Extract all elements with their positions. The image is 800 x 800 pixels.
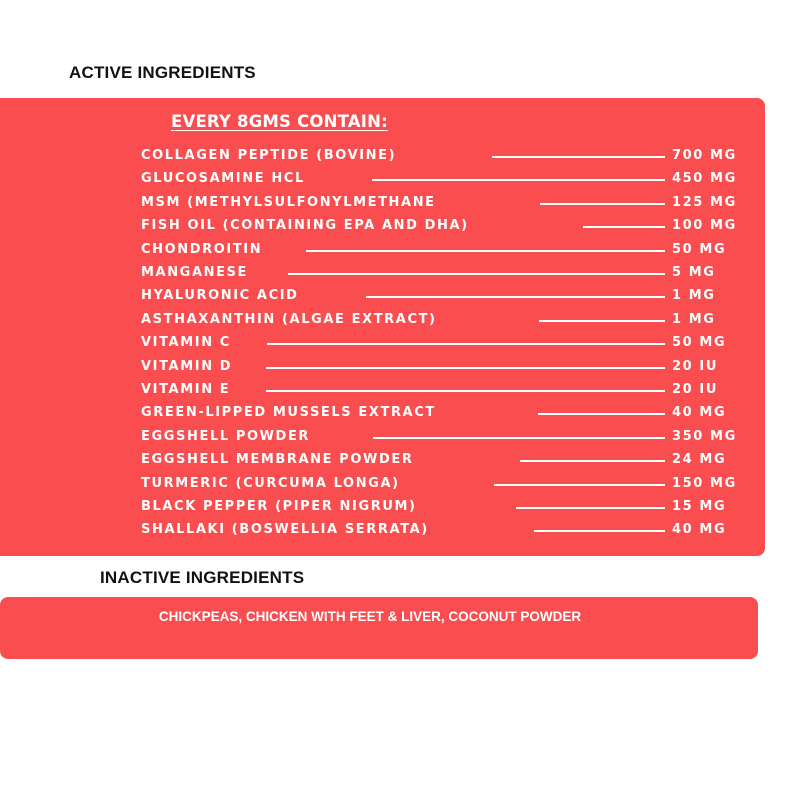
ingredient-amount: 20 IU [672, 358, 719, 374]
leader-line [520, 460, 665, 462]
ingredient-amount: 350 MG [672, 428, 737, 444]
ingredient-row [0, 520, 765, 540]
ingredient-amount: 125 MG [672, 194, 737, 210]
ingredient-amount: 450 MG [672, 171, 737, 187]
ingredient-name: CHONDROITIN [141, 241, 263, 257]
ingredient-name: HYALURONIC ACID [141, 288, 299, 304]
ingredient-name: ASTHAXANTHIN (ALGAE EXTRACT) [141, 311, 437, 327]
ingredient-row [0, 450, 765, 470]
ingredient-name: VITAMIN C [141, 335, 231, 351]
leader-line [372, 179, 665, 181]
ingredient-amount: 20 IU [672, 382, 719, 397]
ingredient-name: COLLAGEN PEPTIDE (BOVINE) [141, 148, 397, 163]
leader-line [539, 320, 665, 322]
leader-line [538, 413, 665, 415]
ingredient-name: EGGSHELL POWDER [141, 428, 311, 444]
ingredient-name: FISH OIL (CONTAINING EPA AND DHA) [141, 218, 469, 234]
ingredient-row [0, 310, 765, 330]
ingredient-row [0, 146, 765, 166]
active-ingredients-heading: ACTIVE INGREDIENTS [69, 63, 256, 82]
ingredient-row [0, 240, 765, 260]
leader-line [540, 203, 665, 205]
ingredient-row [0, 357, 765, 377]
ingredient-amount: 24 MG [672, 452, 727, 468]
ingredient-amount: 1 MG [672, 288, 716, 304]
leader-line [534, 530, 665, 532]
ingredient-name: EGGSHELL MEMBRANE POWDER [141, 452, 414, 468]
ingredient-amount: 15 MG [672, 499, 727, 514]
leader-line [516, 507, 665, 509]
ingredient-row [0, 263, 765, 283]
inactive-ingredients-text: CHICKPEAS, CHICKEN WITH FEET & LIVER, COCONUT POWDER [158, 609, 582, 624]
ingredient-row [0, 286, 765, 306]
ingredient-name: MANGANESE [141, 265, 249, 280]
ingredient-row [0, 380, 765, 400]
ingredient-row [0, 474, 765, 494]
leader-line [373, 437, 665, 439]
ingredient-name: VITAMIN E [141, 382, 231, 397]
ingredient-name: VITAMIN D [141, 358, 233, 374]
ingredient-amount: 50 MG [672, 241, 727, 257]
ingredient-row [0, 193, 765, 213]
ingredient-amount: 50 MG [672, 335, 727, 351]
ingredient-row [0, 333, 765, 353]
inactive-ingredients-heading: INACTIVE INGREDIENTS [100, 568, 305, 587]
active-ingredients-panel [0, 98, 765, 556]
leader-line [494, 484, 665, 486]
ingredient-amount: 5 MG [672, 265, 716, 280]
ingredient-amount: 1 MG [672, 311, 716, 327]
leader-line [306, 250, 665, 252]
leader-line [266, 390, 665, 392]
ingredient-row [0, 169, 765, 189]
ingredient-row [0, 216, 765, 236]
ingredient-name: SHALLAKI (BOSWELLIA SERRATA) [141, 522, 429, 538]
ingredient-name: GREEN-LIPPED MUSSELS EXTRACT [141, 405, 436, 421]
leader-line [366, 296, 665, 298]
ingredient-name: TURMERIC (CURCUMA LONGA) [141, 475, 400, 491]
ingredient-amount: 40 MG [672, 522, 727, 538]
leader-line [288, 273, 665, 275]
ingredient-row [0, 403, 765, 423]
leader-line [583, 226, 665, 228]
ingredient-amount: 150 MG [672, 475, 737, 491]
ingredient-row [0, 427, 765, 447]
leader-line [267, 343, 665, 345]
ingredient-amount: 700 MG [672, 148, 737, 163]
leader-line [266, 367, 665, 369]
ingredient-row [0, 497, 765, 517]
ingredient-name: BLACK PEPPER (PIPER NIGRUM) [141, 499, 417, 514]
ingredient-name: GLUCOSAMINE HCL [141, 171, 305, 187]
ingredient-name: MSM (METHYLSULFONYLMETHANE [141, 194, 436, 210]
serving-subheading: EVERY 8GMS CONTAIN: [171, 112, 388, 131]
inactive-ingredients-panel [0, 597, 758, 659]
leader-line [492, 156, 665, 158]
ingredient-amount: 100 MG [672, 218, 737, 234]
ingredient-amount: 40 MG [672, 405, 727, 421]
